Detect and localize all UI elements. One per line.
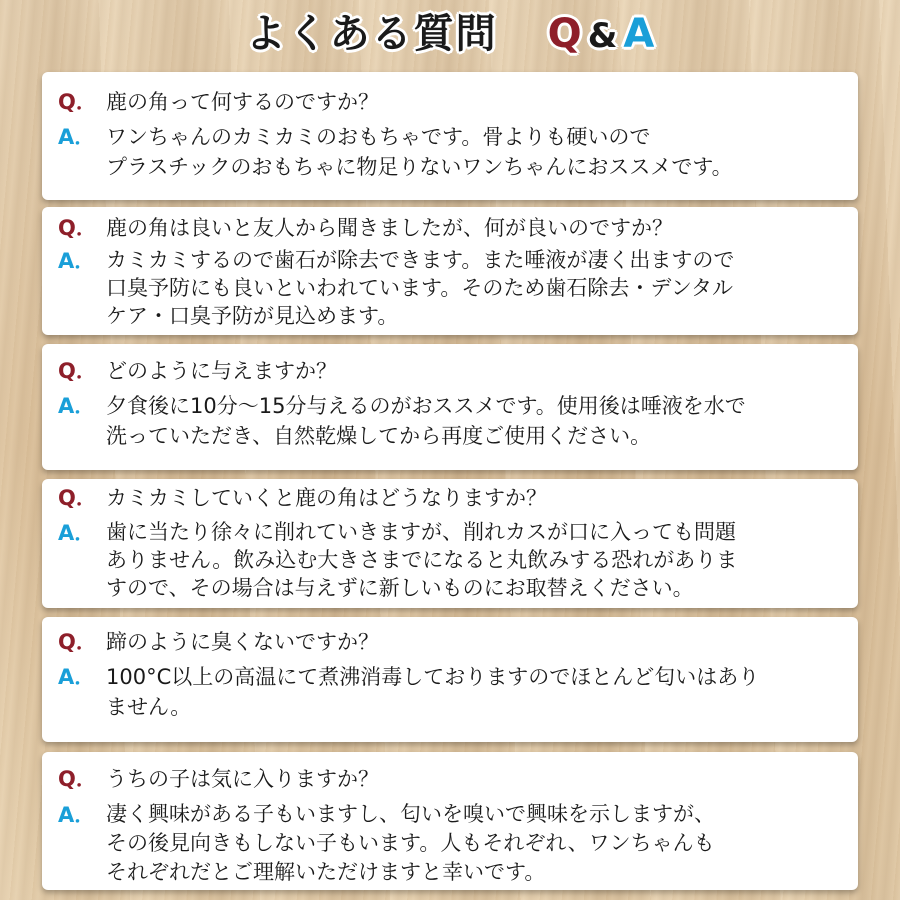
answer-label: A． [58,665,96,689]
answer-label: A． [58,803,96,827]
faq-answer [106,122,858,182]
faq-answer-line: 夕食後に10分～15分与えるのがおススメです。使用後は唾液を水で [106,394,746,418]
faq-answer-row [58,122,858,182]
faq-question: 蹄のように臭くないですか？ [106,630,379,654]
faq-answer-line: ありません。飲み込む大きさまでになると丸飲みする恐れがありま [106,548,738,572]
faq-question-row [58,764,858,794]
qa-logo-amp: & [587,16,618,56]
faq-answer-line: ワンちゃんのカミカミのおもちゃです。骨よりも硬いので [106,125,651,149]
faq-answer-line: 口臭予防にも良いといわれています。そのため歯石除去・デンタル [106,276,734,300]
faq-question: どのように与えますか？ [106,359,337,383]
faq-question-row [58,213,858,243]
faq-answer-line: プラスチックのおもちゃに物足りないワンちゃんにおススメです。 [106,155,733,179]
page-title: よくある質問 [245,11,498,57]
qa-logo-q: Q [547,11,582,57]
answer-label: A． [58,249,96,273]
faq-answer-line: それぞれだとご理解いただけますと幸いです。 [106,860,546,884]
question-label: Q． [58,486,97,510]
faq-answer-row [58,800,858,887]
qa-logo-a: A [623,11,655,57]
faq-card-4 [42,479,858,608]
answer-label: A． [58,521,96,545]
faq-answer-row [58,246,858,330]
question-label: Q． [58,216,97,240]
faq-answer-line: その後見向きもしない子もいます。人もそれぞれ、ワンちゃんも [106,831,715,855]
faq-card-6 [42,752,858,890]
faq-card-3 [42,344,858,470]
faq-question: うちの子は気に入りますか？ [106,767,379,791]
faq-card-2 [42,207,858,335]
page-header [0,0,900,68]
faq-answer-row [58,662,858,722]
answer-label: A． [58,125,96,149]
question-label: Q． [58,630,97,654]
faq-question: 鹿の角は良いと友人から聞きましたが、何が良いのですか？ [106,216,673,240]
faq-answer-row [58,391,858,451]
faq-question-row [58,356,858,386]
faq-answer-line: すので、その場合は与えずに新しいものにお取替えください。 [106,576,694,600]
faq-question-row [58,87,858,117]
faq-answer-line: ケア・口臭予防が見込めます。 [106,304,399,328]
faq-answer-line: ません。 [106,695,192,719]
faq-answer [106,662,858,722]
faq-answer-row [58,518,858,602]
faq-question-row [58,627,858,657]
answer-label: A． [58,394,96,418]
faq-question-row [58,483,858,513]
question-label: Q． [58,359,97,383]
question-label: Q． [58,767,97,791]
faq-answer-line: 洗っていただき、自然乾燥してから再度ご使用ください。 [106,424,652,448]
faq-answer-line: 凄く興味がある子もいますし、匂いを嗅いで興味を示しますが、 [106,802,715,826]
faq-question: カミカミしていくと鹿の角はどうなりますか？ [106,486,547,510]
faq-answer-line: カミカミするので歯石が除去できます。また唾液が凄く出ますので [106,248,735,272]
faq-answer-line: 100°C以上の高温にて煮沸消毒しておりますのでほとんど匂いはあり [106,665,760,689]
faq-card-5 [42,617,858,742]
faq-answer-line: 歯に当たり徐々に削れていきますが、削れカスが口に入っても問題 [106,520,736,544]
faq-answer [106,391,858,451]
faq-answer [106,518,858,602]
faq-answer [106,800,858,887]
faq-question: 鹿の角って何するのですか？ [106,90,379,114]
faq-card-1 [42,72,858,200]
faq-answer [106,246,858,330]
question-label: Q． [58,90,97,114]
qa-logo [548,11,655,57]
